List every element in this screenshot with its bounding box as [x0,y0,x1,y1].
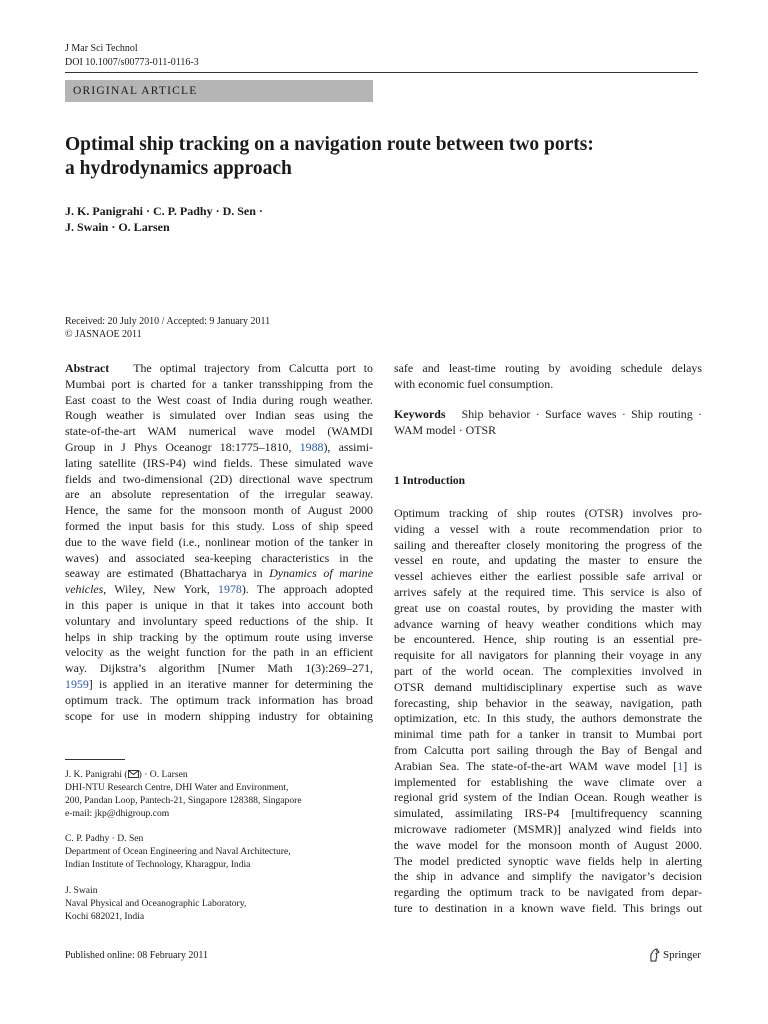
intro-line: part of the world ocean. The complexities involved in [394,663,702,678]
header-rule [65,72,698,73]
intro-line: Optimum tracking of ship routes (OTSR) involves pro- [394,506,702,520]
author-list [65,203,263,235]
title-line-1: Optimal ship tracking on a navigation route between two ports: [65,134,594,155]
intro-line: microwave radiometer (MSMR)] analyzed wind fields into [394,821,702,836]
intro-line: viding a vessel with a route recommendation prior to [394,521,702,536]
citation-link-1[interactable]: 1 [677,758,684,773]
intro-line: regional grid system of the Indian Ocean. Rough weather is [394,790,702,805]
published-online: Published online: 08 February 2011 [65,950,208,961]
article-type-banner: ORIGINAL ARTICLE [65,80,373,102]
affiliation-authors: J. Swain [65,885,98,896]
abstract-line: Rough weather is simulated over Indian seas using the [65,408,373,423]
abstract-line: vehicles, Wiley, New York, 1978). The approach adopted [65,582,373,597]
received-accepted: Received: 20 July 2010 / Accepted: 9 January 2011 [65,316,271,327]
abstract-continued [394,361,702,393]
intro-line: forecasting, ship behavior in the seaway, navigation, path [394,695,702,710]
abstract-line: lating satellite (IRS-P4) wind fields. These simulated wave [65,455,373,470]
intro-line: great use on coastal routes, by providing the master with [394,600,702,615]
abstract-line: are an absolute representation of the irregular seaway. [65,487,373,502]
affiliation-authors: C. P. Padhy · D. Sen [65,833,144,844]
author-line-1: J. K. Panigrahi · C. P. Padhy · D. Sen · [65,204,263,218]
intro-line: sailing and thereafter closely monitoring the progress of the [394,537,702,552]
abstract-line: due to the wave field (i.e., nonlinear motion of the tanker in [65,534,373,549]
abstract-line: seaway are estimated (Bhattacharya in Dynamics of marine [65,566,373,581]
abstract-line: East coast to the West coast of India during rough weather. [65,392,373,407]
author-line-2: J. Swain · O. Larsen [65,220,170,234]
affiliation-line: DHI-NTU Research Centre, DHI Water and Environment, [65,782,289,793]
abstract-line: in this paper is unique in that it takes into account both [65,597,373,612]
affiliation-line: Department of Ocean Engineering and Naval Architecture, [65,846,291,857]
publisher-name: Springer [663,949,701,961]
keywords-line: WAM model · OTSR [394,422,497,437]
abstract-line: way. Dijkstra’s algorithm [Numer Math 1(3):269–271, [65,661,373,676]
intro-line: the ship in advance and simplify the navigator’s decision [394,869,702,884]
abstract-line: Group in J Phys Oceanogr 18:1775–1810, 1988), assimi- [65,439,373,454]
abstract-line: fields and two-dimensional (2D) directional wave spectrum [65,471,373,486]
abstract-line: waves) and associated sea-keeping characteristics in the [65,550,373,565]
article-title [65,133,705,181]
intro-line: be encountered. Hence, ship routing is an essential pre- [394,632,702,647]
affiliation-line: Indian Institute of Technology, Kharagpur, India [65,859,251,870]
title-line-2: a hydrodynamics approach [65,158,292,179]
keywords-line: Keywords Ship behavior · Surface waves · Ship routing · [394,407,702,421]
journal-name: J Mar Sci Technol [65,43,138,54]
affiliation-line: Naval Physical and Oceanographic Laboratory, [65,898,247,909]
abstract-line: velocity as the weight function for the path in an efficient [65,645,373,660]
citation-link-1959[interactable]: 1959 [65,676,89,691]
intro-line: vessel en route, and updating the master to ensure the [394,553,702,568]
affiliation-line: 200, Pandan Loop, Pantech-21, Singapore 128388, Singapore [65,795,302,806]
abstract [65,361,373,724]
envelope-icon[interactable] [128,770,139,778]
abstract-line: formed the input basis for this study. Loss of ship speed [65,518,373,533]
intro-line: OTSR demand multidisciplinary expertise such as wave [394,679,702,694]
affiliation-2 [65,832,291,871]
citation-link-1978[interactable]: 1978 [218,582,242,597]
abstract-line: 1959] is applied in an iterative manner for determining the [65,676,373,691]
intro-line: arrives safely at the required time. This service is also of [394,584,702,599]
affiliation-3 [65,884,246,923]
intro-line: simulated, assimilating IRS-P4 [multifrequency scanning [394,806,702,821]
journal-header [65,42,199,70]
affiliation-line: Kochi 682021, India [65,911,145,922]
abstract-line: voluntary and involuntary speed reductions of the ship. It [65,613,373,628]
intro-line: from Calcutta port sailing through the Bay of Bengal and [394,742,702,757]
intro-line: Arabian Sea. The state-of-the-art WAM wave model [1] is [394,758,702,773]
article-dates [65,315,270,341]
abstract-heading: Abstract [65,361,110,375]
intro-line: requisite for all navigators for planning their voyage in any [394,648,702,663]
abstract-line: Mumbai port is charted for a tanker transshipping from the [65,376,373,391]
intro-line: implemented for establishing the wave climate over a [394,774,702,789]
intro-line: vessel achieves either the earliest possible safe arrival or [394,569,702,584]
intro-line: optimization, etc. In this study, the authors demonstrate the [394,711,702,726]
abstract-line: scope for use in modern shipping industry for obtaining [65,708,373,723]
abstract-line: helps in ship tracking by the optimum route using inverse [65,629,373,644]
intro-line: regarding the optimum track to be navigated from depar- [394,885,702,900]
intro-line: advance warning of heavy weather conditions which may [394,616,702,631]
publisher-logo [648,948,701,962]
section-heading-introduction: 1 Introduction [394,475,466,487]
copyright: © JASNAOE 2011 [65,329,142,340]
abstract-line: Abstract The optimal trajectory from Calcutta port to [65,361,373,375]
author-email[interactable]: e-mail: jkp@dhigroup.com [65,808,170,819]
keywords-heading: Keywords [394,407,446,421]
intro-line: ture to destination in a known wave field. This brings out [394,900,702,915]
intro-line: The model predicted synoptic wave fields help in alerting [394,853,702,868]
springer-horse-icon [648,948,660,962]
affiliation-1 [65,768,302,820]
introduction-body [394,506,702,917]
abstract-line: optimum track. The optimum track information has broad [65,692,373,707]
footnote-rule [65,759,125,760]
abstract-line: with economic fuel consumption. [394,376,554,391]
journal-doi: DOI 10.1007/s00773-011-0116-3 [65,57,199,68]
intro-line: minimal time path for a tanker in transit to Mumbai port [394,727,702,742]
keywords [394,407,702,439]
affiliation-authors: J. K. Panigrahi ( ) · O. Larsen [65,769,188,780]
abstract-line: safe and least-time routing by avoiding schedule delays [394,361,702,375]
abstract-line: Hence, the same for the monsoon month of August 2000 [65,503,373,518]
abstract-line: state-of-the-art WAM numerical wave model (WAMDI [65,424,373,439]
citation-link-1988[interactable]: 1988 [299,439,324,454]
intro-line: the wave model for the monsoon month of August 2000. [394,837,702,852]
